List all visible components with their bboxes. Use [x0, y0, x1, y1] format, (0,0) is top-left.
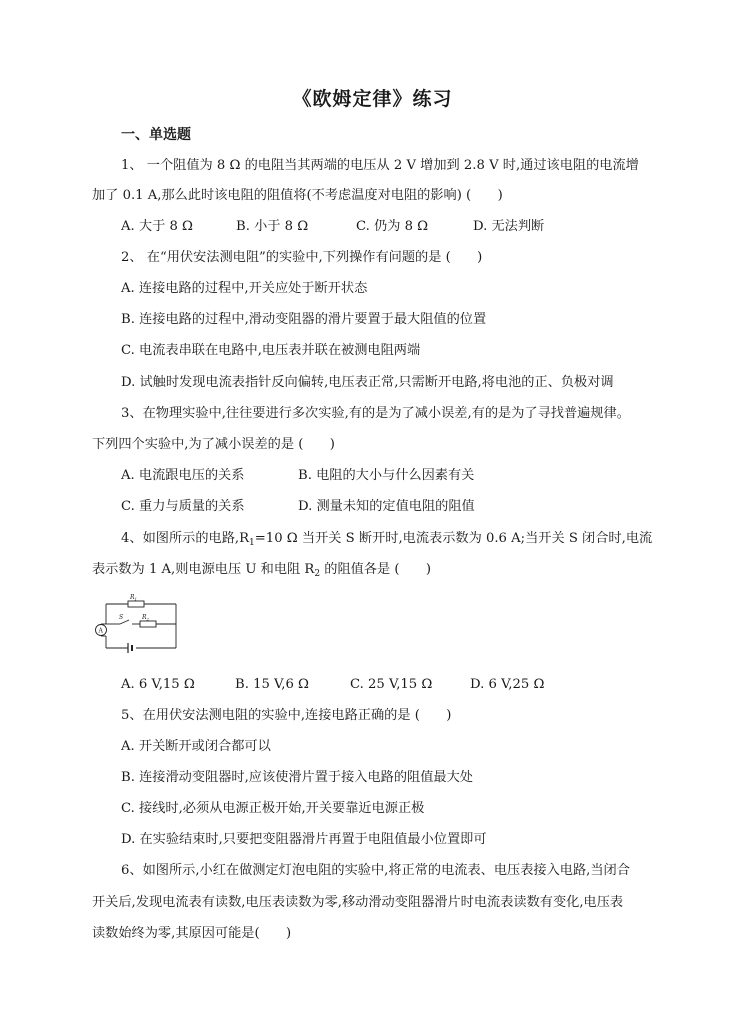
q4-line2-part-b: 的阻值各是 ( )	[320, 562, 432, 577]
question-4-option-c: C. 25 V,15 Ω	[350, 677, 433, 692]
q4-line2-subscript: 2	[314, 569, 321, 579]
question-2-option-c: C. 电流表串联在电路中,电压表并联在被测电阻两端	[121, 343, 421, 358]
switch-label: S	[119, 614, 124, 621]
circuit-diagram	[92, 592, 180, 660]
question-3-option-c: C. 重力与质量的关系	[121, 499, 245, 514]
question-1-option-a: A. 大于 8 Ω	[121, 219, 193, 234]
question-2-option-a: A. 连接电路的过程中,开关应处于断开状态	[121, 281, 368, 296]
q4-line1-subscript: 1	[249, 538, 255, 548]
question-1-option-c: C. 仍为 8 Ω	[356, 219, 429, 234]
question-5-option-c: C. 接线时,必须从电源正极开始,开关要靠近电源正极	[121, 801, 425, 816]
question-1-line-1: 1、 一个阻值为 8 Ω 的电阻当其两端的电压从 2 V 增加到 2.8 V 时,通过该电阻的电流增	[121, 158, 639, 173]
question-4-option-a: A. 6 V,15 Ω	[121, 677, 195, 692]
r2-label: $R_2$	[142, 614, 150, 622]
question-5-option-a: A. 开关断开或闭合都可以	[121, 739, 271, 754]
question-2-option-d: D. 试触时发现电流表指针反向偏转,电压表正常,只需断开电路,将电池的正、负极对调	[121, 375, 614, 390]
question-4-line-1	[121, 530, 652, 548]
question-4-line-2	[92, 561, 431, 579]
resistor-r1-symbol	[128, 601, 144, 607]
question-5-option-b: B. 连接滑动变阻器时,应该使滑片置于接入电路的阻值最大处	[121, 770, 473, 785]
question-3-line-1: 3、在物理实验中,往往要进行多次实验,有的是为了减小误差,有的是为了寻找普遍规律。	[121, 406, 630, 421]
question-4-option-d: D. 6 V,25 Ω	[470, 677, 545, 692]
question-3-line-2: 下列四个实验中,为了减小误差的是 ( )	[92, 437, 335, 452]
question-1-option-d: D. 无法判断	[473, 219, 545, 234]
question-2-option-b: B. 连接电路的过程中,滑动变阻器的滑片要置于最大阻值的位置	[121, 312, 487, 327]
question-3-option-b: B. 电阻的大小与什么因素有关	[298, 468, 475, 483]
question-2-line-1: 2、 在“用伏安法测电阻”的实验中,下列操作有问题的是 ( )	[121, 250, 483, 265]
page-title: 《欧姆定律》练习	[292, 88, 453, 110]
question-4-option-b: B. 15 V,6 Ω	[235, 677, 309, 692]
question-5-line-1: 5、在用伏安法测电阻的实验中,连接电路正确的是 ( )	[121, 708, 452, 723]
q4-line1-part-a: 4、如图所示的电路,R	[121, 531, 250, 546]
question-6-line-3: 读数始终为零,其原因可能是( )	[92, 926, 292, 941]
question-5-option-d: D. 在实验结束时,只要把变阻器滑片再置于电阻值最小位置即可	[121, 832, 487, 847]
resistor-r2-symbol	[140, 621, 156, 627]
q4-line1-part-b: =10 Ω 当开关 S 断开时,电流表示数为 0.6 A;当开关 S 闭合时,电流	[254, 531, 653, 546]
ammeter-label: A	[98, 627, 103, 635]
r1-label: $R_1$	[130, 594, 138, 602]
question-1-option-b: B. 小于 8 Ω	[236, 219, 309, 234]
q4-line2-part-a: 表示数为 1 A,则电源电压 U 和电阻 R	[92, 562, 315, 577]
question-6-line-1: 6、如图所示,小红在做测定灯泡电阻的实验中,将正常的电流表、电压表接入电路,当闭合	[121, 863, 630, 878]
question-3-option-a: A. 电流跟电压的关系	[121, 468, 245, 483]
question-6-line-2: 开关后,发现电流表有读数,电压表读数为零,移动滑动变阻器滑片时电流表读数有变化,电压表	[92, 895, 624, 910]
question-1-line-2: 加了 0.1 A,那么此时该电阻的阻值将(不考虑温度对电阻的影响) ( )	[92, 188, 503, 203]
section-heading: 一、单选题	[121, 127, 191, 143]
question-3-option-d: D. 测量未知的定值电阻的阻值	[298, 499, 475, 514]
